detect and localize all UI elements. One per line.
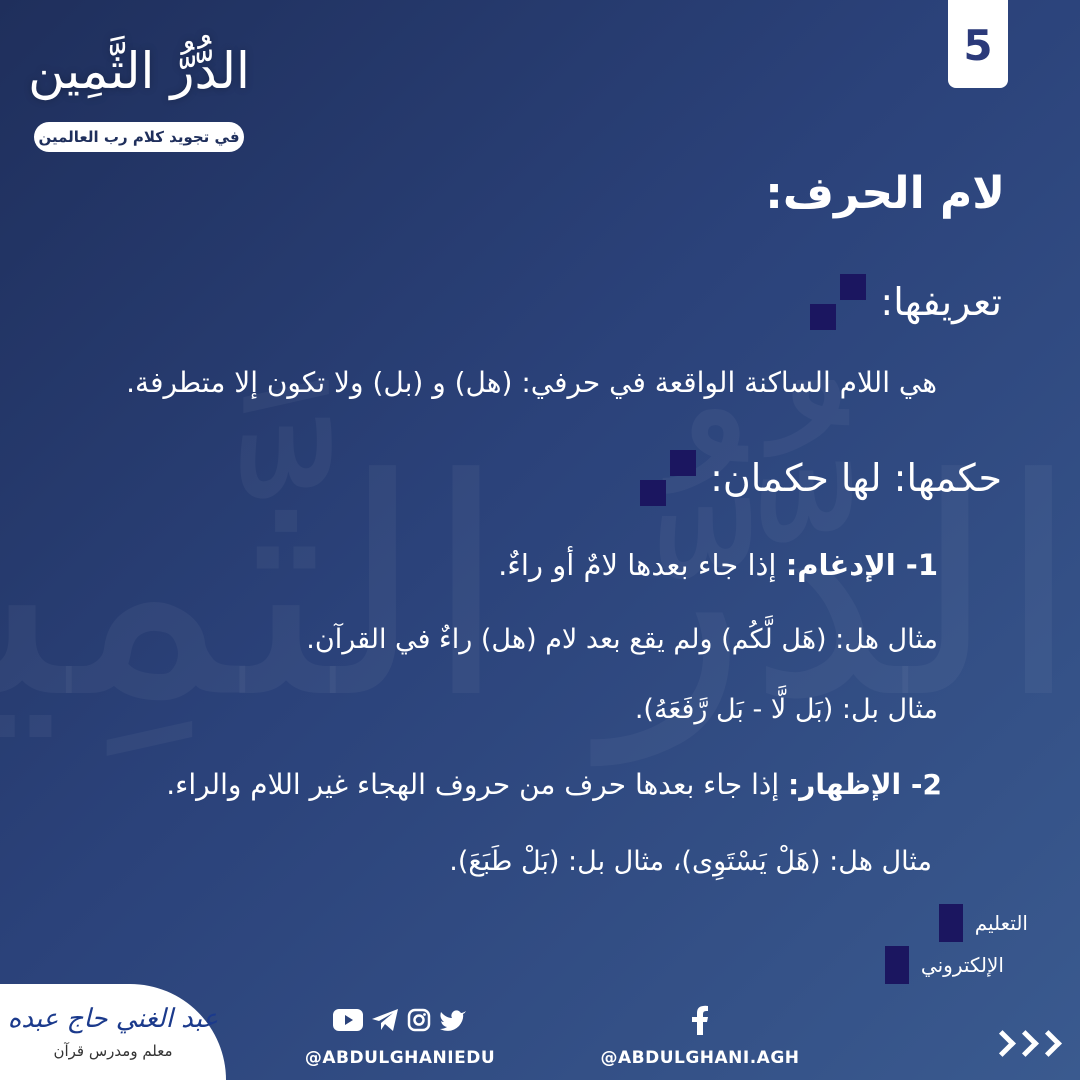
square-marker-icon (939, 904, 963, 942)
signature-role: معلم ومدرس قرآن (53, 1042, 173, 1060)
side-tag-line1 (939, 904, 1028, 942)
facebook-icon[interactable] (691, 1005, 709, 1039)
logo (28, 28, 250, 152)
izhar-example: مثال هل: (هَلْ يَسْتَوِى)، مثال بل: (بَلْ طَبَعَ). (449, 846, 932, 877)
social-handle-left[interactable]: @ABDULGHANIEDU (304, 1048, 496, 1068)
definition-title: تعريفها: (880, 280, 1002, 324)
logo-tagline: في تجويد كلام رب العالمين (34, 122, 244, 152)
idgham-example-bal: مثال بل: (بَل لَّا - بَل رَّفَعَهُ). (634, 694, 938, 725)
next-arrows-icon[interactable] (993, 1034, 1062, 1053)
side-tag-text1: التعليم (974, 911, 1028, 935)
definition-text: هي اللام الساكنة الواقعة في حرفي: (هل) و (بل) ولا تكون إلا متطرفة. (126, 366, 937, 399)
youtube-icon[interactable] (333, 1009, 363, 1035)
idgham-text: إذا جاء بعدها لامٌ أو راءٌ. (498, 548, 786, 582)
instagram-icon[interactable] (407, 1008, 431, 1036)
ruling-title: حكمها: لها حكمان: (710, 456, 1002, 500)
idgham-label: 1- الإدغام: (785, 548, 938, 582)
izhar-line (166, 768, 942, 801)
squares-bullet-icon (640, 450, 696, 506)
idgham-example-hal: مثال هل: (هَل لَّكُم) ولم يقع بعد لام (هل) راءٌ في القرآن. (306, 624, 938, 655)
side-tag-line2 (885, 946, 1004, 984)
signature-name: عبد الغني حاج عبده (7, 1004, 219, 1034)
social-left (300, 1006, 500, 1068)
izhar-label: 2- الإظهار: (788, 768, 942, 801)
background-watermark (0, 380, 1080, 800)
side-tag-text2: الإلكتروني (920, 953, 1004, 977)
page-number-badge: 5 (948, 0, 1008, 88)
ruling-heading (640, 450, 1002, 506)
telegram-icon[interactable] (371, 1008, 399, 1036)
squares-bullet-icon (810, 274, 866, 330)
page-title: لام الحرف: (765, 168, 1005, 219)
square-marker-icon (885, 946, 909, 984)
izhar-text: إذا جاء بعدها حرف من حروف الهجاء غير اللام والراء. (166, 768, 788, 801)
signature-block (0, 984, 226, 1080)
idgham-line (498, 548, 938, 582)
social-handle-right[interactable]: @ABDULGHANI.AGH (600, 1048, 800, 1068)
twitter-icon[interactable] (439, 1008, 467, 1036)
definition-heading (810, 274, 1002, 330)
social-right (595, 1006, 805, 1068)
logo-title: الدُّرُّ الثَّمِين (28, 42, 250, 100)
